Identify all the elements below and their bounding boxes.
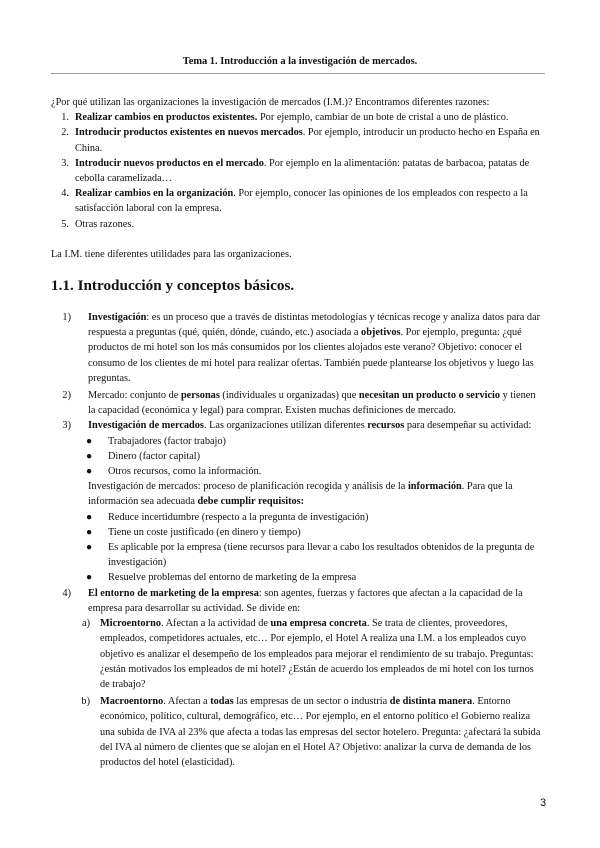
bullet-item: ● Dinero (factor capital) (51, 449, 545, 464)
sub-item-macroentorno: b) Macroentorno. Afectan a todas las empresas de un sector o industria de distinta manera. Entorno económico, político, cultural, demográfico, etc… Por ejemplo, en el entorno político el Gobierno realiza una subida de IVA al 23% que afecta a todas las empresas del sector hotelero. Pregunta: ¿afectará la subida del IVA al número de clientes que se alojan en el Hotel A? Objetivo: analizar la curva de demanda de los productos del hotel (elasticidad). (81, 696, 541, 768)
list-item-investigacion: 1) Investigación: es un proceso que a través de distintas metodologías y técnicas recoge y analiza datos para dar respuesta a preguntas (qué, quién, dónde, cuándo, etc.) asociada a objetivos. Por ejemplo, pregunta: ¿qué productos de mi hotel son los más consumidos por los clientes alojados este verano? Objetivo: conocer el consumo de los clientes de mi hotel para realizar ofertas. También puede plantearse los objetivos y luego las preguntas. (62, 312, 541, 384)
list-item-mercado: 2) Mercado: conjunto de personas (individuales u organizadas) que necesitan un producto o servicio y tienen la capacidad (económica y legal) para comprar. Existen muchas definiciones de mercado. (62, 390, 536, 417)
list-item-entorno: 4) El entorno de marketing de la empresa: son agentes, fuerzas y factores que afectan a la capacidad de la empresa para desarrollar su actividad. Se divide en: (62, 587, 523, 614)
concepts-list (51, 310, 545, 770)
bullet-item: ● Es aplicable por la empresa (tiene recursos para llevar a cabo los resultados obtenidos de la pregunta de investigación) (86, 542, 535, 569)
reason-item: 5. Otras razones. (61, 218, 134, 230)
reasons-list (51, 110, 545, 232)
im-definition-paragraph: Investigación de mercados: proceso de planificación recogida y análisis de la información. Para que la información sea adecuada debe cumplir requisitos: (88, 481, 513, 508)
section-heading: 1.1. Introducción y conceptos básicos. (51, 277, 295, 295)
bullet-icon: ● (86, 542, 93, 554)
reason-item: 4. Realizar cambios en la organización. Por ejemplo, conocer las opiniones de los empleados con respecto a la satisfacción laboral con la empresa. (61, 188, 528, 215)
header-divider (51, 73, 545, 74)
bullet-icon: ● (86, 466, 93, 478)
reason-item: 2. Introducir productos existentes en nuevos mercados. Por ejemplo, introducir un producto hecho en España en China. (61, 127, 540, 154)
bullet-icon: ● (86, 450, 93, 462)
bullet-item: ● Otros recursos, como la información. (51, 464, 545, 479)
bullet-item: ● Resuelve problemas del entorno de marketing de la empresa (51, 570, 545, 585)
sub-item-microentorno: a) Microentorno. Afectan a la actividad de una empresa concreta. Se trata de clientes, proveedores, empleados, competidores actuales, etc… Por ejemplo, el Hotel A realiza una I.M. a los empleados cuyo objetivo es analizar el desempeño de los empleados para mejorar el rendimiento de su trabajo. Preguntas: ¿están motivados los empleados de mi hotel? ¿Están de acuerdo los empleados de mi hotel con los turnos de trabajo? (82, 618, 534, 690)
requirements-list (51, 510, 545, 586)
page-number: 3 (540, 797, 547, 809)
bullet-icon: ● (86, 526, 93, 538)
reason-item: 1. Realizar cambios en productos existentes. Por ejemplo, cambiar de un bote de cristal a uno de plástico. (61, 112, 509, 124)
intro-paragraph: ¿Por qué utilizan las organizaciones la investigación de mercados (I.M.)? Encontramos diferentes razones: (51, 97, 490, 108)
bullet-item: ● Trabajadores (factor trabajo) (51, 434, 545, 449)
utilities-paragraph: La I.M. tiene diferentes utilidades para las organizaciones. (51, 248, 292, 260)
bullet-icon: ● (86, 572, 93, 584)
list-item-investigacion-mercados: 3) Investigación de mercados. Las organizaciones utilizan diferentes recursos para desempeñar su actividad: (62, 420, 532, 432)
bullet-item: ● Tiene un coste justificado (en dinero y tiempo) (51, 525, 545, 540)
bullet-icon: ● (86, 435, 93, 447)
reason-item: 3. Introducir nuevos productos en el mercado. Por ejemplo en la alimentación: patatas de barbacoa, patatas de cebolla caramelizada… (61, 157, 530, 185)
document-body (51, 95, 545, 770)
bullet-item: ● Reduce incertidumbre (respecto a la pregunta de investigación) (51, 510, 545, 525)
bullet-icon: ● (86, 511, 93, 523)
page-header: Tema 1. Introducción a la investigación de mercados. (182, 56, 418, 67)
resources-list (51, 434, 545, 480)
